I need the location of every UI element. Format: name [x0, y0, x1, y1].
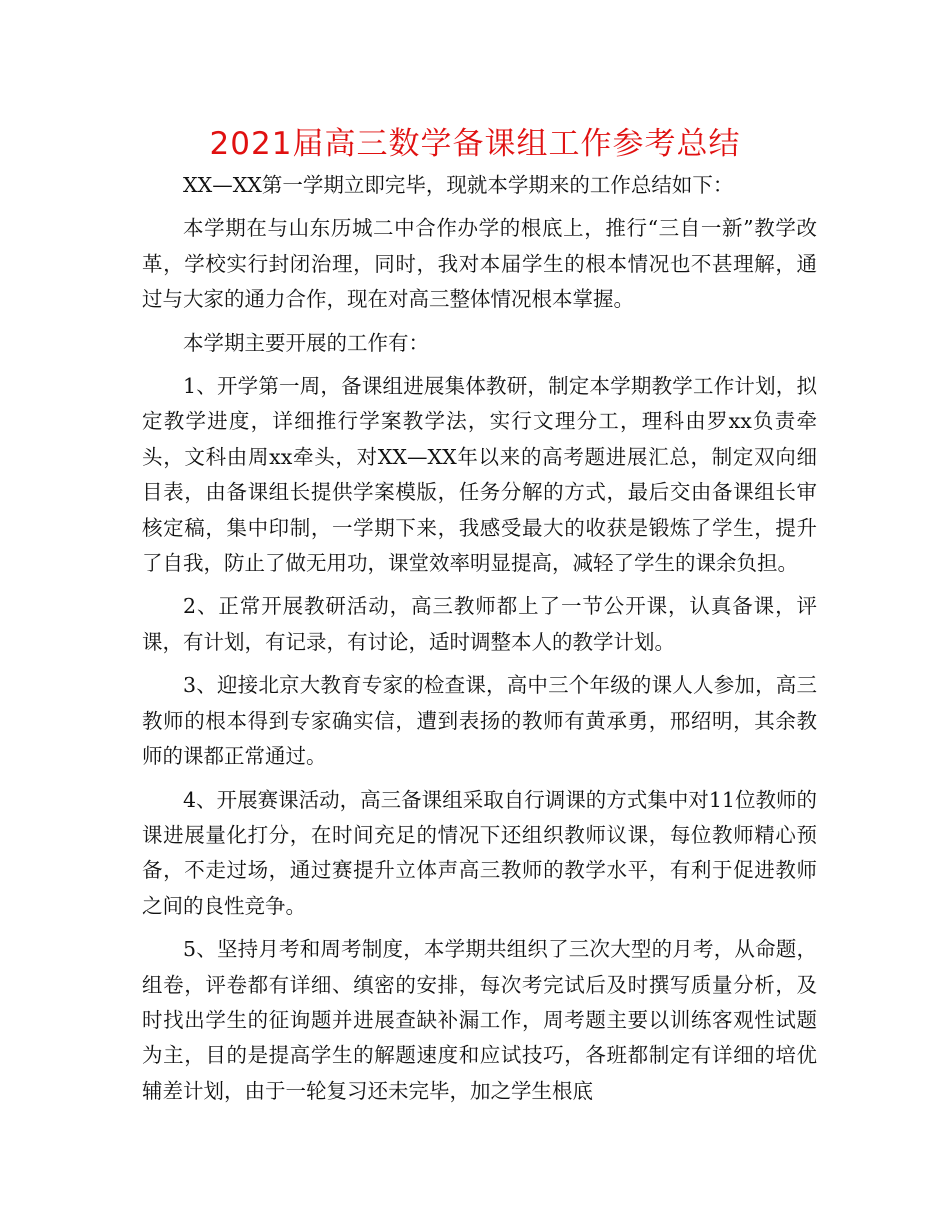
paragraph-item-3: 3、迎接北京大教育专家的检查课，高中三个年级的课人人参加，高三教师的根本得到专家确实信，遭到表扬的教师有黄承勇，邢绍明，其余教师的课都正常通过。: [142, 673, 817, 769]
paragraph-work-heading: 本学期主要开展的工作有：: [183, 330, 429, 355]
paragraph-item-5: 5、坚持月考和周考制度，本学期共组织了三次大型的月考，从命题，组卷，评卷都有详细、缜密的安排，每次考完试后及时撰写质量分析，及时找出学生的征询题并进展查缺补漏工作，周考题主要以训练客观性试题为主，目的是提高学生的解题速度和应试技巧，各班都制定有详细的培优辅差计划，由于一轮复习还未完毕，加之学生根底: [142, 937, 817, 1103]
paragraph-item-1: 1、开学第一周，备课组进展集体教研，制定本学期教学工作计划，拟定教学进度，详细推行学案教学法，实行文理分工，理科由罗xx负责牵头，文科由周xx牵头，对XX—XX年以来的高考题进展汇总，制定双向细目表，由备课组长提供学案模版，任务分解的方式，最后交由备课组长审核定稿，集中印制，一学期下来，我感受最大的收获是锻炼了学生，提升了自我，防止了做无用功，课堂效率明显提高，减轻了学生的课余负担。: [142, 374, 817, 576]
document-title: 2021届高三数学备课组工作参考总结: [209, 126, 741, 162]
paragraph-item-4: 4、开展赛课活动，高三备课组采取自行调课的方式集中对11位教师的课进展量化打分，在时间充足的情况下还组织教师议课，每位教师精心预备，不走过场，通过赛提升立体声高三教师的教学水平，有利于促进教师之间的良性竞争。: [142, 787, 817, 918]
paragraph-intro: XX—XX第一学期立即完毕，现就本学期来的工作总结如下：: [183, 173, 734, 197]
paragraph-background: 本学期在与山东历城二中合作办学的根底上，推行“三自一新”教学改革，学校实行封闭治理，同时，我对本届学生的根本情况也不甚理解，通过与大家的通力合作，现在对高三整体情况根本掌握。: [142, 216, 817, 312]
document-body: [142, 168, 817, 1109]
paragraph-item-2: 2、正常开展教研活动，高三教师都上了一节公开课，认真备课，评课，有计划，有记录，有讨论，适时调整本人的教学计划。: [142, 594, 817, 654]
